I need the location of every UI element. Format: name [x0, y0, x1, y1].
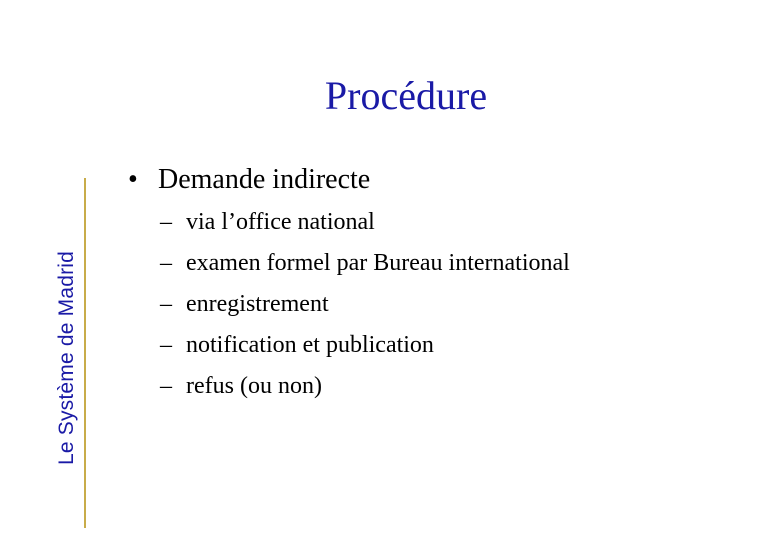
- sub-bullet-list: [160, 202, 570, 407]
- sub-bullet-marker: –: [160, 373, 172, 399]
- sub-bullet-text: enregistrement: [186, 291, 329, 317]
- sub-bullet-marker: –: [160, 209, 172, 235]
- sub-bullet-item: [160, 202, 570, 243]
- sub-bullet-marker: –: [160, 332, 172, 358]
- sub-bullet-item: [160, 325, 570, 366]
- sub-bullet-text: notification et publication: [186, 332, 434, 358]
- sub-bullet-marker: –: [160, 291, 172, 317]
- sub-bullet-marker: –: [160, 250, 172, 276]
- sub-bullet-item: [160, 284, 570, 325]
- side-label-container: [54, 188, 80, 528]
- sub-bullet-text: via l’office national: [186, 209, 375, 235]
- slide-title: Procédure: [324, 73, 488, 118]
- sub-bullet-text: examen formel par Bureau international: [186, 250, 570, 276]
- side-label: Le Système de Madrid: [55, 250, 78, 466]
- sub-bullet-text: refus (ou non): [186, 373, 322, 399]
- main-bullet: [128, 162, 370, 198]
- sub-bullet-item: [160, 366, 570, 407]
- side-divider-line: [84, 178, 86, 528]
- bullet-text: Demande indirecte: [158, 164, 371, 195]
- sub-bullet-item: [160, 243, 570, 284]
- bullet-marker: •: [128, 164, 138, 195]
